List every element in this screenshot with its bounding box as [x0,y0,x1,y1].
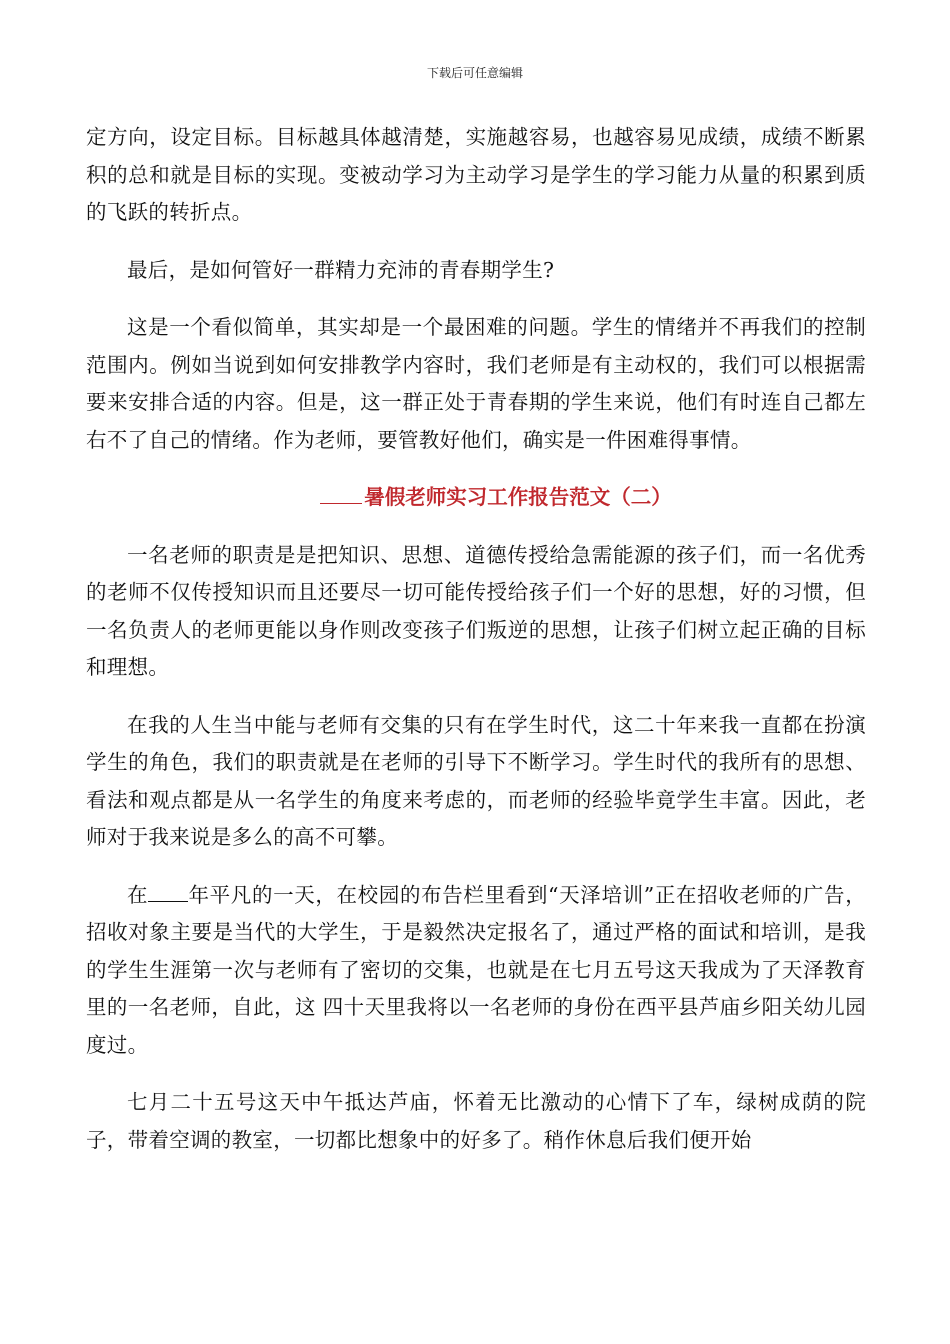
paragraph-question: 最后，是如何管好一群精力充沛的青春期学生? [127,257,555,282]
year-prefix: 在 [127,882,149,907]
paragraph-teacher-duty: 一名老师的职责是是把知识、思想、道德传授给急需能源的孩子们，而一名优秀的老师不仅传授知识而且还要尽一切可能传授给孩子们一个好的思想，好的习惯，但一名负责人的老师更能以身作则改变孩子们叛逆的思想，让孩子们树立起正确的目标和理想。 [86,542,866,679]
section-title-text: 暑假老师实习工作报告范文（二） [364,485,672,509]
paragraph-answer: 这是一个看似简单，其实却是一个最困难的问题。学生的情绪并不再我们的控制范围内。例如当说到如何安排教学内容时，我们老师是有主动权的，我们可以根据需要来安排合适的内容。但是，这一群正处于青春期的学生来说，他们有时连自己都左右不了自己的情绪。作为老师，要管教好他们，确实是一件困难得事情。 [86,315,866,452]
paragraph-recruitment [86,877,866,1065]
year-blank [148,881,188,902]
title-blank [320,483,362,504]
recruitment-text: 年平凡的一天，在校园的布告栏里看到“天泽培训”正在招收老师的广告，招收对象主要是当代的大学生，于是毅然决定报名了，通过严格的面试和培训，是我的学生生涯第一次与老师有了密切的交集，也就是在七月五号这天我成为了天泽教育里的一名老师，自此，这 四十天里我将以一名老师的身份在西平县芦庙乡阳关幼儿园度过。 [86,882,866,1057]
paragraph-arrival: 七月二十五号这天中午抵达芦庙，怀着无比激动的心情下了车，绿树成荫的院子，带着空调的教室，一切都比想象中的好多了。稍作休息后我们便开始 [86,1090,866,1152]
section-title [86,479,866,517]
paragraph-student-life: 在我的人生当中能与老师有交集的只有在学生时代，这二十年来我一直都在扮演学生的角色，我们的职责就是在老师的引导下不断学习。学生时代的我所有的思想、看法和观点都是从一名学生的角度来考虑的，而老师的经验毕竟学生丰富。因此，老师对于我来说是多么的高不可攀。 [86,712,866,849]
document-body [86,119,866,1179]
page-header: 下载后可任意编辑 [426,66,523,80]
paragraph-continuation: 定方向，设定目标。目标越具体越清楚，实施越容易，也越容易见成绩，成绩不断累积的总和就是目标的实现。变被动学习为主动学习是学生的学习能力从量的积累到质的飞跃的转折点。 [86,125,866,224]
